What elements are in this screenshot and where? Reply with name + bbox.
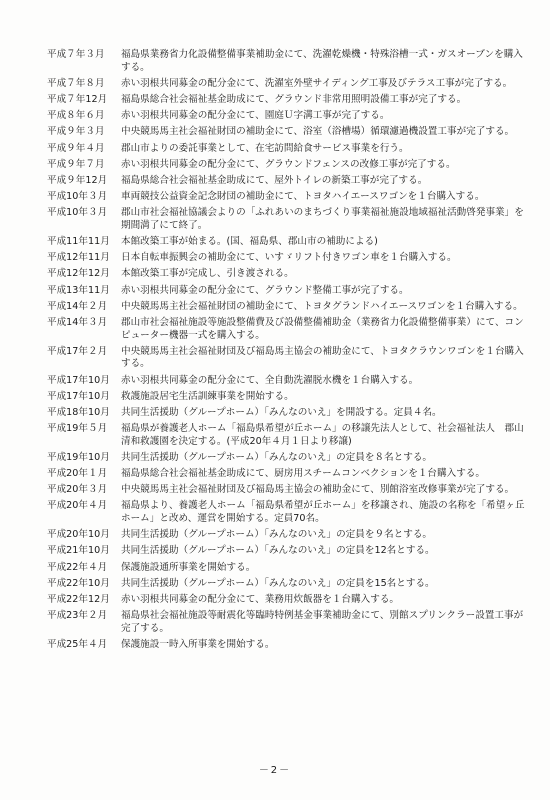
history-entry (47, 78, 525, 91)
history-entry (47, 610, 525, 635)
entry-date: 平成23年２月 (47, 610, 108, 622)
entry-text: 保護施設一時入所事業を開始する。 (121, 638, 275, 650)
entry-date: 平成20年10月 (47, 529, 110, 541)
entry-text: 郡山市よりの委託事業として、在宅訪問給食サービス事業を行う。 (121, 142, 409, 154)
history-entry (47, 236, 525, 249)
history-entry (47, 594, 525, 607)
entry-text: 赤い羽根共同募金の配分金にて、グラウンド整備工事が完了する。 (121, 284, 409, 296)
page-number: －2－ (258, 765, 292, 776)
entry-text: 郡山市社会福祉協議会よりの「ふれあいのまちづくり事業福祉施設地域福祉活動啓発事業」を期間満了にて終了。 (121, 207, 524, 231)
history-entry (47, 175, 525, 188)
history-entry (47, 375, 525, 388)
entry-text: 本館改築工事が完成し、引き渡される。 (121, 268, 294, 280)
entry-text: 共同生活援助（グループホーム）「みんなのいえ」の定員を12名とする。 (121, 545, 435, 557)
entry-date: 平成12年11月 (47, 252, 110, 264)
entry-date: 平成８年６月 (47, 110, 105, 122)
entry-text: 中央競馬馬主社会福祉財団の補助金にて、トヨタグランドハイエースワゴンを１台購入する。 (121, 300, 523, 312)
entry-date: 平成14年２月 (47, 300, 108, 312)
entry-text: 本館改築工事が始まる。(国、福島県、郡山市の補助による) (121, 236, 378, 248)
history-entry (47, 468, 525, 481)
entry-date: 平成20年３月 (47, 484, 108, 496)
history-entry (47, 301, 525, 314)
entry-text: 共同生活援助（グループホーム）「みんなのいえ」を開設する。定員４名。 (121, 406, 442, 418)
entry-date: 平成22年４月 (47, 561, 108, 573)
history-entry (47, 423, 525, 448)
history-entry (47, 639, 525, 652)
entry-date: 平成11年11月 (47, 236, 110, 248)
entry-date: 平成19年10月 (47, 451, 110, 463)
history-entry (47, 346, 525, 371)
entry-text: 福島県総合社会福祉基金助成にて、グラウンド非常用照明設備工事が完了する。 (121, 93, 467, 105)
entry-text: 福島県業務省力化設備整備事業補助金にて、洗濯乾燥機・特殊浴槽一式・ガスオーブンを購入する。 (121, 49, 523, 73)
entry-text: 福島県総合社会福祉基金助成にて、厨房用スチームコンベクションを１台購入する。 (121, 468, 485, 480)
history-entry (47, 143, 525, 156)
entry-text: 共同生活援助（グループホーム）「みんなのいえ」の定員を15名とする。 (121, 577, 435, 589)
history-entry (47, 391, 525, 404)
entry-date: 平成20年４月 (47, 500, 108, 512)
entry-date: 平成19年５月 (47, 423, 108, 435)
history-entry (47, 191, 525, 204)
entry-text: 共同生活援助（グループホーム）「みんなのいえ」の定員を９名とする。 (121, 529, 433, 541)
entry-text: 赤い羽根共同募金の配分金にて、グラウンドフェンスの改修工事が完了する。 (121, 158, 456, 170)
entry-date: 平成17年２月 (47, 345, 108, 357)
history-entry (47, 529, 525, 542)
entry-date: 平成25年４月 (47, 638, 108, 650)
entry-text: 日本自転車振興会の補助金にて、いすゞリフト付きワゴン車を１台購入する。 (121, 252, 457, 264)
entry-date: 平成10年３月 (47, 191, 108, 203)
history-entry (47, 94, 525, 107)
entry-date: 平成９年７月 (47, 158, 105, 170)
entry-date: 平成20年１月 (47, 468, 108, 480)
history-entry (47, 49, 525, 74)
history-list (47, 49, 525, 655)
entry-text: 郡山市社会福祉施設等施設整備費及び設備整備補助金（業務省力化設備整備事業）にて、コンピューター機器一式を購入する。 (121, 317, 524, 341)
history-entry (47, 562, 525, 575)
history-entry (47, 500, 525, 525)
entry-text: 赤い羽根共同募金の配分金にて、園庭Ｕ字溝工事が完了する。 (121, 110, 390, 122)
history-entry (47, 407, 525, 420)
entry-text: 保護施設通所事業を開始する。 (121, 561, 256, 573)
entry-text: 福島県社会福祉施設等耐震化等臨時特例基金事業補助金にて、別館スプリンクラー設置工事が完了する。 (121, 610, 524, 634)
entry-date: 平成12年12月 (47, 268, 110, 280)
history-entry (47, 207, 525, 232)
history-entry (47, 110, 525, 123)
history-entry (47, 268, 525, 281)
entry-date: 平成17年10月 (47, 374, 110, 386)
entry-text: 救護施設居宅生活訓練事業を開始する。 (121, 390, 294, 402)
entry-date: 平成７年８月 (47, 77, 105, 89)
history-entry (47, 484, 525, 497)
entry-text: 福島県総合社会福祉基金助成にて、屋外トイレの新築工事が完了する。 (121, 174, 428, 186)
history-entry (47, 126, 525, 139)
entry-date: 平成９年４月 (47, 142, 105, 154)
entry-date: 平成７年３月 (47, 49, 105, 60)
history-entry (47, 317, 525, 342)
entry-date: 平成７年12月 (47, 93, 108, 105)
entry-text: 中央競馬馬主社会福祉財団の補助金にて、浴室（浴槽場）循環濾過機設置工事が完了する。 (121, 126, 515, 138)
history-entry (47, 252, 525, 265)
entry-date: 平成９年12月 (47, 174, 108, 186)
entry-text: 福島県が養護老人ホーム「福島県希望が丘ホーム」の移譲先法人として、社会福祉法人 郡山清和救護園を決定する。(平成20年４月１日より移譲) (121, 423, 524, 447)
entry-text: 車両競技公益資金記念財団の補助金にて、トヨタハイエースワゴンを１台購入する。 (121, 191, 485, 203)
history-entry (47, 578, 525, 591)
entry-date: 平成22年12月 (47, 594, 110, 605)
entry-text: 中央競馬馬主社会福祉財団及び福島馬主協会の補助金にて、別館浴室改修事業が完了する。 (121, 484, 515, 496)
history-entry (47, 159, 525, 172)
history-entry (47, 285, 525, 298)
entry-text: 福島県より、養護老人ホーム「福島県希望が丘ホーム」を移譲され、施設の名称を「希望ヶ丘ホーム」と改め、運営を開始する。定員70名。 (121, 500, 525, 525)
entry-date: 平成10年３月 (47, 207, 108, 219)
entry-date: 平成17年10月 (47, 390, 110, 402)
entry-date: 平成18年10月 (47, 406, 110, 418)
entry-text: 赤い羽根共同募金の配分金にて、業務用炊飯器を１台購入する。 (121, 594, 400, 605)
entry-text: 中央競馬馬主社会福祉財団及び福島馬主協会の補助金にて、トヨタクラウンワゴンを１台購入する。 (121, 345, 524, 370)
entry-date: 平成13年11月 (47, 284, 110, 296)
entry-text: 共同生活援助（グループホーム）「みんなのいえ」の定員を８名とする。 (121, 451, 433, 463)
entry-text: 赤い羽根共同募金の配分金にて、全自動洗濯脱水機を１台購入する。 (121, 374, 419, 386)
entry-date: 平成９年３月 (47, 126, 105, 138)
entry-date: 平成14年３月 (47, 317, 108, 328)
history-entry (47, 545, 525, 558)
entry-text: 赤い羽根共同募金の配分金にて、洗濯室外壁サイディング工事及びテラス工事が完了する。 (121, 77, 513, 89)
entry-date: 平成21年10月 (47, 545, 110, 557)
entry-date: 平成22年10月 (47, 577, 110, 589)
history-entry (47, 452, 525, 465)
